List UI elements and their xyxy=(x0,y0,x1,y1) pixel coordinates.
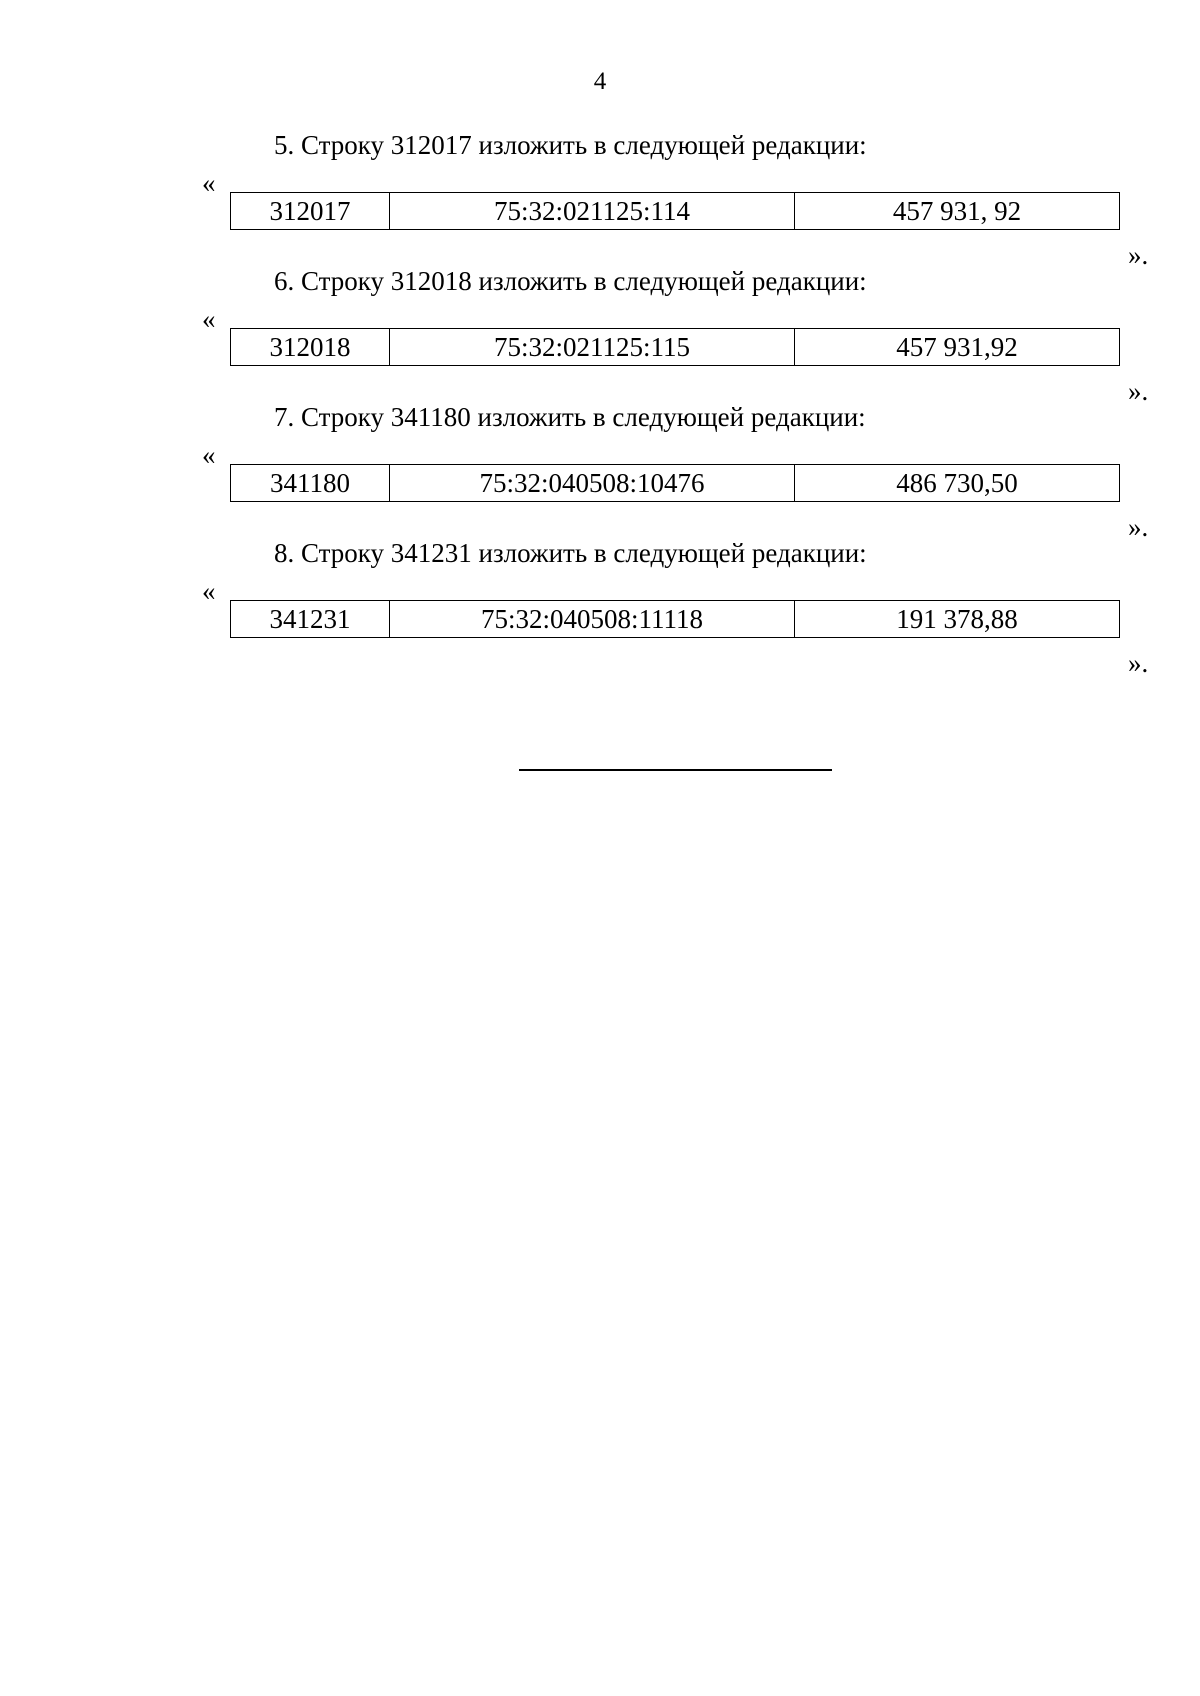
closing-quote: ». xyxy=(1128,376,1149,406)
closing-quote: ». xyxy=(1128,512,1149,542)
value-cell: 457 931,92 xyxy=(795,329,1120,366)
opening-quote: « xyxy=(202,440,216,470)
end-of-document-rule xyxy=(519,769,832,771)
amendment-table xyxy=(230,192,1120,230)
value-cell: 486 730,50 xyxy=(795,465,1120,502)
amendment-heading: 6. Строку 312018 изложить в следующей редакции: xyxy=(274,266,867,296)
cadastral-number-cell: 75:32:021125:114 xyxy=(390,193,795,230)
amendment-heading: 7. Строку 341180 изложить в следующей редакции: xyxy=(274,402,866,432)
row-code-cell: 312018 xyxy=(231,329,390,366)
amendment-heading: 8. Строку 341231 изложить в следующей редакции: xyxy=(274,538,867,568)
page-number: 4 xyxy=(593,68,607,95)
closing-quote: ». xyxy=(1128,648,1149,678)
value-cell: 457 931, 92 xyxy=(795,193,1120,230)
row-code-cell: 341231 xyxy=(231,601,390,638)
table-row xyxy=(231,193,1120,230)
amendment-table xyxy=(230,328,1120,366)
closing-quote: ». xyxy=(1128,240,1149,270)
amendment-heading: 5. Строку 312017 изложить в следующей редакции: xyxy=(274,130,867,160)
amendment-table xyxy=(230,464,1120,502)
value-cell: 191 378,88 xyxy=(795,601,1120,638)
amendment-table xyxy=(230,600,1120,638)
table-row xyxy=(231,329,1120,366)
cadastral-number-cell: 75:32:040508:10476 xyxy=(390,465,795,502)
cadastral-number-cell: 75:32:040508:11118 xyxy=(390,601,795,638)
opening-quote: « xyxy=(202,576,216,606)
row-code-cell: 341180 xyxy=(231,465,390,502)
table-row xyxy=(231,465,1120,502)
cadastral-number-cell: 75:32:021125:115 xyxy=(390,329,795,366)
opening-quote: « xyxy=(202,168,216,198)
table-row xyxy=(231,601,1120,638)
row-code-cell: 312017 xyxy=(231,193,390,230)
opening-quote: « xyxy=(202,304,216,334)
